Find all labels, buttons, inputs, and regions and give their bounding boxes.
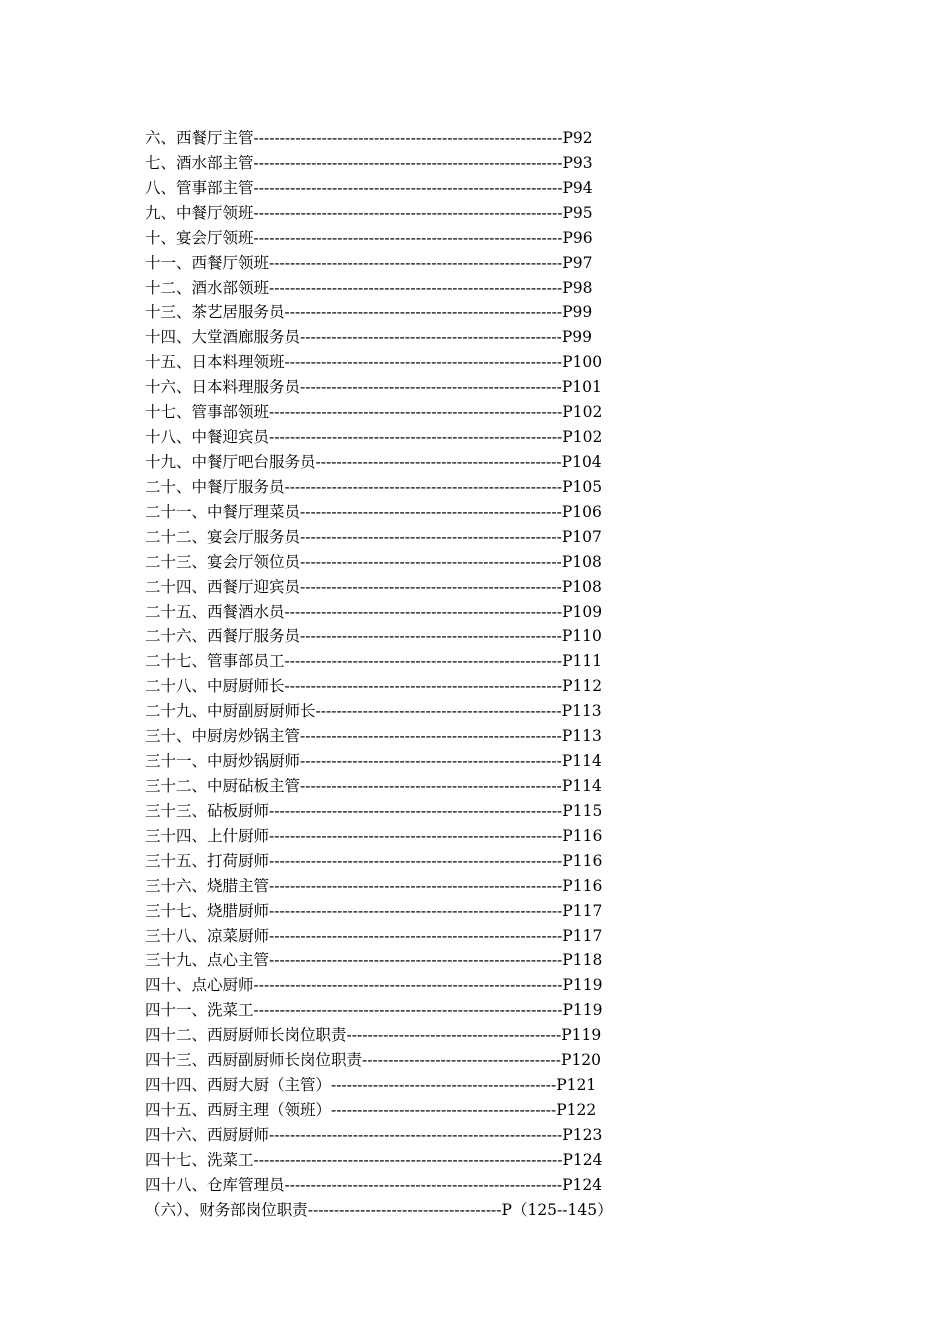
toc-entry-text: 四十六、西厨厨师--------------------------------------------------------P123 bbox=[145, 1125, 603, 1144]
toc-entry-text: 二十、中餐厅服务员-----------------------------------------------------P105 bbox=[145, 477, 603, 496]
toc-entry bbox=[145, 425, 645, 450]
toc-entry-text: 三十四、上什厨师--------------------------------------------------------P116 bbox=[145, 826, 603, 845]
toc-entry bbox=[145, 276, 645, 301]
toc-entry-text: 六、西餐厅主管-----------------------------------------------------------P92 bbox=[145, 129, 593, 147]
toc-entry-text: 十二、酒水部领班--------------------------------------------------------P98 bbox=[145, 278, 593, 297]
toc-entry bbox=[145, 824, 645, 849]
toc-entry-text: 二十二、宴会厅服务员--------------------------------------------------P107 bbox=[145, 527, 602, 546]
toc-entry-text: 二十四、西餐厅迎宾员--------------------------------------------------P108 bbox=[145, 577, 602, 596]
toc-entry bbox=[145, 251, 645, 276]
toc-entry bbox=[145, 475, 645, 500]
toc-entry-text: 三十七、烧腊厨师--------------------------------------------------------P117 bbox=[145, 901, 603, 920]
toc-entry-text: 二十三、宴会厅领位员--------------------------------------------------P108 bbox=[145, 552, 602, 571]
toc-entry bbox=[145, 624, 645, 649]
toc-entry-text: 二十六、西餐厅服务员--------------------------------------------------P110 bbox=[145, 627, 602, 646]
toc-entry bbox=[145, 774, 645, 799]
toc-entry bbox=[145, 375, 645, 400]
toc-entry bbox=[145, 500, 645, 525]
toc-entry-text: 四十七、洗菜工-----------------------------------------------------------P124 bbox=[145, 1150, 603, 1169]
toc-entry-text: 十五、日本料理领班-----------------------------------------------------P100 bbox=[145, 353, 603, 372]
toc-entry-text: 七、酒水部主管-----------------------------------------------------------P93 bbox=[145, 153, 593, 172]
toc-entry bbox=[145, 226, 645, 251]
toc-entry-text: 二十八、中厨厨师长-----------------------------------------------------P112 bbox=[145, 677, 603, 696]
toc-entry-text: 四十、点心厨师-----------------------------------------------------------P119 bbox=[145, 976, 603, 995]
toc-entry-text: 八、管事部主管-----------------------------------------------------------P94 bbox=[145, 178, 593, 197]
toc-entry bbox=[145, 749, 645, 774]
toc-entry bbox=[145, 575, 645, 600]
toc-entry bbox=[145, 325, 645, 350]
toc-entry-text: 四十二、西厨厨师长岗位职责-----------------------------------------P119 bbox=[145, 1026, 602, 1045]
toc-entry-text: 二十五、西餐酒水员-----------------------------------------------------P109 bbox=[145, 602, 603, 621]
toc-entry bbox=[145, 1148, 645, 1173]
toc-entry-text: 四十四、西厨大厨（主管）-------------------------------------------P121 bbox=[145, 1076, 597, 1095]
toc-entry-text: 十六、日本料理服务员--------------------------------------------------P101 bbox=[145, 378, 602, 397]
toc-entry-text: 三十二、中厨砧板主管--------------------------------------------------P114 bbox=[145, 776, 602, 795]
toc-entry-text: 十一、西餐厅领班--------------------------------------------------------P97 bbox=[145, 253, 593, 272]
toc-entry bbox=[145, 973, 645, 998]
toc-entry bbox=[145, 924, 645, 949]
toc-entry bbox=[145, 874, 645, 899]
table-of-contents bbox=[145, 126, 645, 1223]
toc-entry bbox=[145, 799, 645, 824]
toc-entry bbox=[145, 400, 645, 425]
toc-entry-text: 四十三、西厨副厨师长岗位职责--------------------------------------P120 bbox=[145, 1051, 602, 1070]
toc-entry-text: 三十一、中厨炒锅厨师--------------------------------------------------P114 bbox=[145, 752, 602, 771]
toc-entry bbox=[145, 450, 645, 475]
toc-entry-text: 四十五、西厨主理（领班）-------------------------------------------P122 bbox=[145, 1100, 597, 1119]
toc-entry-text: 四十一、洗菜工-----------------------------------------------------------P119 bbox=[145, 1001, 603, 1020]
toc-entry-text: 十八、中餐迎宾员--------------------------------------------------------P102 bbox=[145, 428, 603, 447]
toc-entry bbox=[145, 600, 645, 625]
toc-entry bbox=[145, 550, 645, 575]
toc-entry-text: 三十三、砧板厨师--------------------------------------------------------P115 bbox=[145, 801, 603, 820]
toc-entry bbox=[145, 151, 645, 176]
toc-entry bbox=[145, 998, 645, 1023]
toc-entry bbox=[145, 1098, 645, 1123]
toc-entry-text: 十四、大堂酒廊服务员--------------------------------------------------P99 bbox=[145, 328, 593, 347]
toc-entry bbox=[145, 899, 645, 924]
toc-entry bbox=[145, 948, 645, 973]
toc-entry bbox=[145, 1173, 645, 1198]
toc-entry bbox=[145, 176, 645, 201]
toc-entry bbox=[145, 849, 645, 874]
toc-entry-text: 九、中餐厅领班-----------------------------------------------------------P95 bbox=[145, 203, 593, 222]
toc-entry bbox=[145, 1048, 645, 1073]
toc-entry-text: 三十九、点心主管--------------------------------------------------------P118 bbox=[145, 951, 603, 970]
toc-entry-text: 二十一、中餐厅理菜员--------------------------------------------------P106 bbox=[145, 502, 602, 521]
toc-entry bbox=[145, 1123, 645, 1148]
toc-section-entry bbox=[145, 1198, 645, 1223]
toc-entry bbox=[145, 674, 645, 699]
toc-entry bbox=[145, 649, 645, 674]
toc-entry-text: 十九、中餐厅吧台服务员-----------------------------------------------P104 bbox=[145, 452, 602, 471]
toc-entry bbox=[145, 126, 645, 151]
toc-entry bbox=[145, 201, 645, 226]
toc-entry-text: 三十八、凉菜厨师--------------------------------------------------------P117 bbox=[145, 926, 603, 945]
toc-entry bbox=[145, 350, 645, 375]
toc-entry-text: 十七、管事部领班--------------------------------------------------------P102 bbox=[145, 403, 603, 422]
toc-entry-text: 三十五、打荷厨师--------------------------------------------------------P116 bbox=[145, 851, 603, 870]
toc-entry bbox=[145, 724, 645, 749]
toc-entry bbox=[145, 1073, 645, 1098]
toc-section-text: （六）、财务部岗位职责-------------------------------------P（125--145） bbox=[145, 1200, 613, 1219]
toc-entry-text: 十、宴会厅领班-----------------------------------------------------------P96 bbox=[145, 228, 593, 247]
toc-entry-text: 四十八、仓库管理员-----------------------------------------------------P124 bbox=[145, 1175, 603, 1194]
toc-entry-text: 三十六、烧腊主管--------------------------------------------------------P116 bbox=[145, 876, 603, 895]
toc-entry bbox=[145, 300, 645, 325]
toc-entry-text: 十三、茶艺居服务员-----------------------------------------------------P99 bbox=[145, 303, 593, 322]
toc-entry bbox=[145, 1023, 645, 1048]
toc-entry-text: 三十、中厨房炒锅主管--------------------------------------------------P113 bbox=[145, 727, 602, 746]
toc-entry-text: 二十七、管事部员工-----------------------------------------------------P111 bbox=[145, 652, 603, 671]
toc-entry bbox=[145, 525, 645, 550]
toc-entry-text: 二十九、中厨副厨厨师长-----------------------------------------------P113 bbox=[145, 702, 602, 721]
toc-entry bbox=[145, 699, 645, 724]
